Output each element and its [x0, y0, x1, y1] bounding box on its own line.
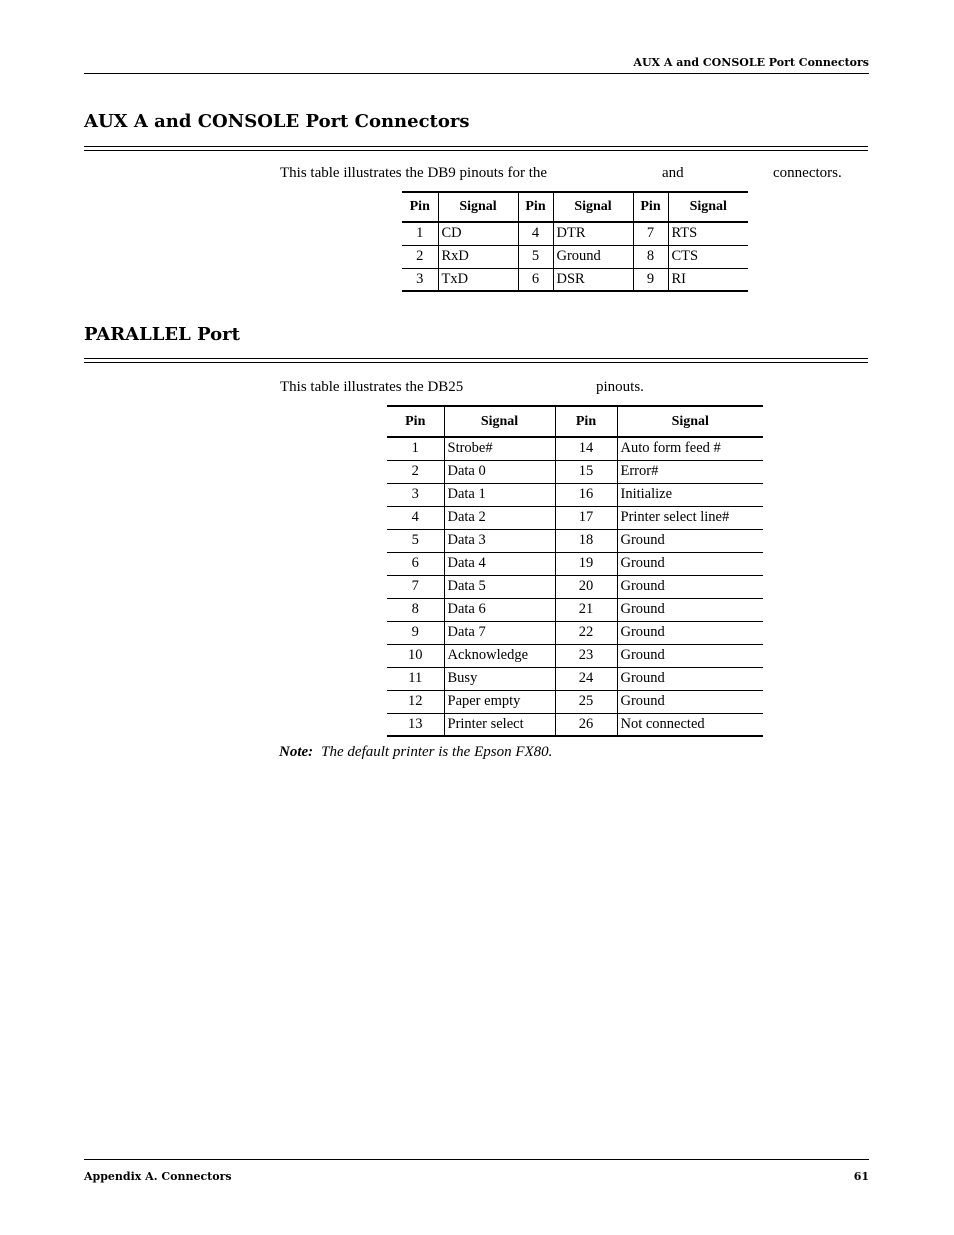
signal-cell: Initialize [617, 483, 763, 506]
table-row [387, 552, 763, 575]
signal-cell: Error# [617, 460, 763, 483]
pin-cell: 17 [555, 506, 617, 529]
pin-cell: 20 [555, 575, 617, 598]
table-row [387, 598, 763, 621]
signal-cell: Not connected [617, 713, 763, 736]
table-header-row [387, 406, 763, 437]
pin-cell: 22 [555, 621, 617, 644]
section-rule [84, 146, 868, 151]
pin-cell: 2 [402, 245, 438, 268]
table-row [387, 483, 763, 506]
signal-cell: CD [438, 222, 518, 245]
db9-pinout-table [402, 191, 748, 292]
table-row [387, 437, 763, 460]
note-text: The default printer is the Epson FX80. [321, 744, 553, 760]
pin-cell: 14 [555, 437, 617, 460]
pin-cell: 8 [387, 598, 444, 621]
table-header-row [402, 192, 748, 222]
signal-cell: Data 4 [444, 552, 555, 575]
signal-cell: Paper empty [444, 690, 555, 713]
signal-cell: Ground [553, 245, 633, 268]
signal-cell: Data 3 [444, 529, 555, 552]
pin-cell: 8 [633, 245, 668, 268]
table-row [402, 268, 748, 291]
running-header: AUX A and CONSOLE Port Connectors [633, 56, 869, 69]
intro-db25-part1: This table illustrates the DB25 [280, 379, 464, 395]
signal-cell: Data 2 [444, 506, 555, 529]
table-row [387, 529, 763, 552]
signal-cell: DTR [553, 222, 633, 245]
note-label: Note: [279, 744, 314, 760]
pin-cell: 10 [387, 644, 444, 667]
header-rule [84, 73, 869, 74]
pin-cell: 12 [387, 690, 444, 713]
section-title-aux-console: AUX A and CONSOLE Port Connectors [84, 111, 470, 132]
signal-cell: Acknowledge [444, 644, 555, 667]
pin-cell: 1 [387, 437, 444, 460]
table-row [387, 506, 763, 529]
pin-cell: 25 [555, 690, 617, 713]
pin-cell: 6 [518, 268, 553, 291]
signal-cell: Ground [617, 690, 763, 713]
signal-cell: Ground [617, 552, 763, 575]
signal-cell: RTS [668, 222, 748, 245]
pin-cell: 26 [555, 713, 617, 736]
table-row [387, 690, 763, 713]
column-header: Pin [387, 406, 444, 437]
column-header: Signal [617, 406, 763, 437]
pin-cell: 4 [387, 506, 444, 529]
column-header: Signal [444, 406, 555, 437]
intro-db9-part2: and [662, 165, 684, 181]
column-header: Signal [438, 192, 518, 222]
pin-cell: 15 [555, 460, 617, 483]
pin-cell: 11 [387, 667, 444, 690]
signal-cell: Data 0 [444, 460, 555, 483]
section-title-parallel-port: PARALLEL Port [84, 324, 240, 345]
signal-cell: Auto form feed # [617, 437, 763, 460]
signal-cell: Printer select line# [617, 506, 763, 529]
intro-db9-part1: This table illustrates the DB9 pinouts for the [280, 165, 548, 181]
column-header: Pin [555, 406, 617, 437]
pin-cell: 5 [518, 245, 553, 268]
signal-cell: Ground [617, 529, 763, 552]
signal-cell: DSR [553, 268, 633, 291]
signal-cell: RI [668, 268, 748, 291]
table-row [387, 575, 763, 598]
column-header: Pin [402, 192, 438, 222]
signal-cell: Ground [617, 667, 763, 690]
signal-cell: Strobe# [444, 437, 555, 460]
signal-cell: Ground [617, 598, 763, 621]
pin-cell: 9 [387, 621, 444, 644]
table-row [387, 621, 763, 644]
footer-chapter: Appendix A. Connectors [84, 1170, 232, 1183]
signal-cell: TxD [438, 268, 518, 291]
signal-cell: Data 6 [444, 598, 555, 621]
intro-db9-part3: connectors. [773, 165, 842, 181]
column-header: Pin [633, 192, 668, 222]
table-row [387, 713, 763, 736]
signal-cell: CTS [668, 245, 748, 268]
pin-cell: 3 [387, 483, 444, 506]
pin-cell: 5 [387, 529, 444, 552]
page-number: 61 [853, 1170, 869, 1183]
pin-cell: 7 [387, 575, 444, 598]
pin-cell: 6 [387, 552, 444, 575]
signal-cell: Ground [617, 644, 763, 667]
pin-cell: 24 [555, 667, 617, 690]
signal-cell: Data 7 [444, 621, 555, 644]
pin-cell: 9 [633, 268, 668, 291]
table-row [387, 460, 763, 483]
pin-cell: 16 [555, 483, 617, 506]
signal-cell: RxD [438, 245, 518, 268]
table-row [387, 667, 763, 690]
pin-cell: 19 [555, 552, 617, 575]
pin-cell: 23 [555, 644, 617, 667]
table-row [402, 245, 748, 268]
pin-cell: 1 [402, 222, 438, 245]
printer-note [279, 744, 552, 761]
signal-cell: Ground [617, 575, 763, 598]
column-header: Signal [553, 192, 633, 222]
signal-cell: Data 5 [444, 575, 555, 598]
signal-cell: Data 1 [444, 483, 555, 506]
section-rule [84, 358, 868, 363]
table-row [402, 222, 748, 245]
pin-cell: 7 [633, 222, 668, 245]
intro-db25-part2: pinouts. [596, 379, 644, 395]
pin-cell: 3 [402, 268, 438, 291]
pin-cell: 18 [555, 529, 617, 552]
pin-cell: 13 [387, 713, 444, 736]
column-header: Signal [668, 192, 748, 222]
footer-rule [84, 1159, 869, 1160]
signal-cell: Ground [617, 621, 763, 644]
signal-cell: Busy [444, 667, 555, 690]
signal-cell: Printer select [444, 713, 555, 736]
column-header: Pin [518, 192, 553, 222]
pin-cell: 4 [518, 222, 553, 245]
pin-cell: 2 [387, 460, 444, 483]
db25-pinout-table [387, 405, 763, 737]
pin-cell: 21 [555, 598, 617, 621]
table-row [387, 644, 763, 667]
